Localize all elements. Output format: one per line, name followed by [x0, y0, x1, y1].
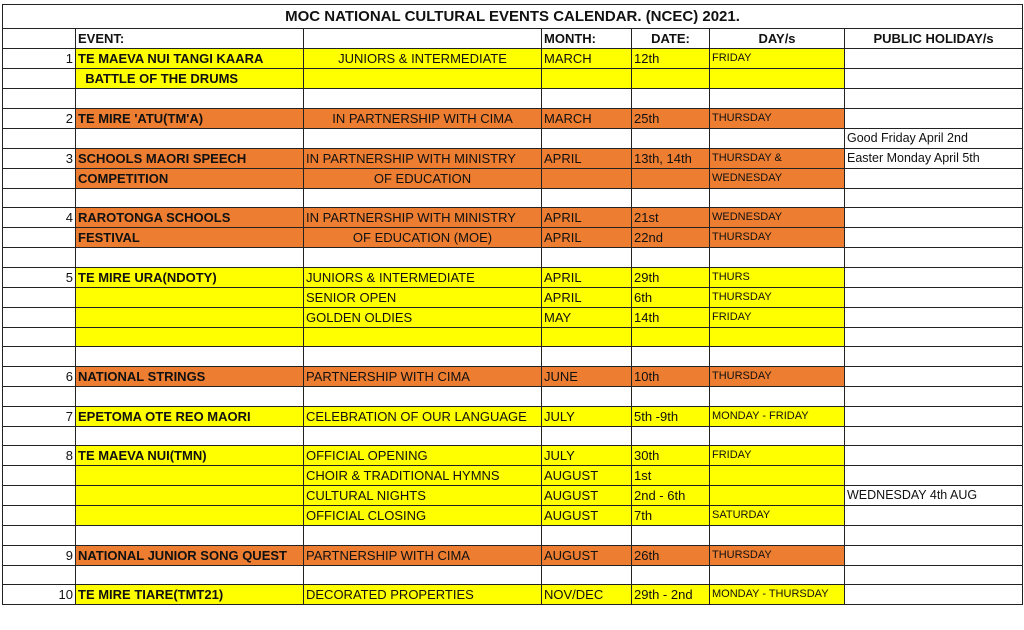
header-event: EVENT:: [76, 29, 304, 49]
event-date: 25th: [632, 108, 710, 128]
event-description: GOLDEN OLDIES: [304, 307, 542, 327]
public-holiday: [845, 565, 1023, 585]
event-name: BATTLE OF THE DRUMS: [76, 69, 304, 89]
event-description: [304, 69, 542, 89]
event-name: [76, 89, 304, 109]
public-holiday: [845, 89, 1023, 109]
event-day: WEDNESDAY: [710, 208, 845, 228]
public-holiday: [845, 307, 1023, 327]
table-row: [3, 446, 1023, 466]
table-row: [3, 486, 1023, 506]
event-name: RAROTONGA SCHOOLS: [76, 208, 304, 228]
event-date: 2nd - 6th: [632, 486, 710, 506]
event-name: SCHOOLS MAORI SPEECH: [76, 148, 304, 168]
event-day: [710, 386, 845, 406]
public-holiday: [845, 327, 1023, 347]
event-day: [710, 486, 845, 506]
event-description: [304, 565, 542, 585]
public-holiday: [845, 228, 1023, 248]
header-date: DATE:: [632, 29, 710, 49]
table-row: [3, 69, 1023, 89]
event-number: [3, 426, 76, 446]
event-day: FRIDAY: [710, 307, 845, 327]
event-date: [632, 565, 710, 585]
event-name: [76, 347, 304, 367]
table-row: [3, 267, 1023, 287]
event-month: [542, 565, 632, 585]
table-row: [3, 188, 1023, 208]
public-holiday: [845, 545, 1023, 565]
table-row: [3, 228, 1023, 248]
event-day: [710, 69, 845, 89]
event-description: OFFICIAL OPENING: [304, 446, 542, 466]
event-month: MARCH: [542, 49, 632, 69]
table-row: [3, 366, 1023, 386]
event-month: JUNE: [542, 366, 632, 386]
public-holiday: [845, 208, 1023, 228]
event-description: IN PARTNERSHIP WITH MINISTRY: [304, 208, 542, 228]
public-holiday: [845, 446, 1023, 466]
event-day: [710, 526, 845, 546]
event-description: CELEBRATION OF OUR LANGUAGE: [304, 406, 542, 426]
event-description: OFFICIAL CLOSING: [304, 506, 542, 526]
event-name: EPETOMA OTE REO MAORI: [76, 406, 304, 426]
event-month: [542, 347, 632, 367]
event-description: DECORATED PROPERTIES: [304, 585, 542, 605]
table-row: [3, 347, 1023, 367]
event-month: NOV/DEC: [542, 585, 632, 605]
event-month: [542, 128, 632, 148]
event-day: [710, 89, 845, 109]
event-number: [3, 506, 76, 526]
event-number: [3, 168, 76, 188]
event-date: [632, 128, 710, 148]
event-month: [542, 89, 632, 109]
event-day: MONDAY - THURSDAY: [710, 585, 845, 605]
event-month: APRIL: [542, 148, 632, 168]
header-month: MONTH:: [542, 29, 632, 49]
event-day: [710, 565, 845, 585]
public-holiday: Easter Monday April 5th: [845, 148, 1023, 168]
public-holiday: [845, 347, 1023, 367]
public-holiday: [845, 168, 1023, 188]
event-name: [76, 386, 304, 406]
event-date: 22nd: [632, 228, 710, 248]
event-month: MARCH: [542, 108, 632, 128]
event-month: APRIL: [542, 267, 632, 287]
event-day: [710, 347, 845, 367]
event-day: [710, 248, 845, 268]
table-row: [3, 287, 1023, 307]
event-number: [3, 486, 76, 506]
event-name: [76, 327, 304, 347]
public-holiday: [845, 366, 1023, 386]
event-number: [3, 565, 76, 585]
event-month: MAY: [542, 307, 632, 327]
event-name: NATIONAL STRINGS: [76, 366, 304, 386]
event-month: [542, 386, 632, 406]
event-description: CHOIR & TRADITIONAL HYMNS: [304, 466, 542, 486]
event-date: 7th: [632, 506, 710, 526]
event-date: 14th: [632, 307, 710, 327]
public-holiday: [845, 585, 1023, 605]
public-holiday: [845, 506, 1023, 526]
event-description: [304, 426, 542, 446]
event-day: FRIDAY: [710, 446, 845, 466]
event-name: TE MAEVA NUI TANGI KAARA: [76, 49, 304, 69]
event-month: JULY: [542, 446, 632, 466]
event-date: [632, 168, 710, 188]
event-description: [304, 128, 542, 148]
event-date: [632, 327, 710, 347]
public-holiday: [845, 386, 1023, 406]
event-description: PARTNERSHIP WITH CIMA: [304, 366, 542, 386]
table-row: [3, 248, 1023, 268]
event-month: APRIL: [542, 287, 632, 307]
event-day: SATURDAY: [710, 506, 845, 526]
event-number: 2: [3, 108, 76, 128]
event-month: AUGUST: [542, 506, 632, 526]
event-date: 10th: [632, 366, 710, 386]
event-name: [76, 188, 304, 208]
event-month: [542, 168, 632, 188]
event-day: THURSDAY: [710, 545, 845, 565]
table-row: [3, 208, 1023, 228]
public-holiday: [845, 69, 1023, 89]
event-number: [3, 347, 76, 367]
event-date: 21st: [632, 208, 710, 228]
header-row: [3, 29, 1023, 49]
event-description: OF EDUCATION: [304, 168, 542, 188]
event-name: [76, 526, 304, 546]
public-holiday: Good Friday April 2nd: [845, 128, 1023, 148]
event-date: [632, 248, 710, 268]
event-day: [710, 128, 845, 148]
event-description: SENIOR OPEN: [304, 287, 542, 307]
header-desc-cell: [304, 29, 542, 49]
table-row: [3, 128, 1023, 148]
event-date: 29th: [632, 267, 710, 287]
event-description: JUNIORS & INTERMEDIATE: [304, 49, 542, 69]
events-calendar-sheet: [2, 4, 1022, 605]
table-row: [3, 585, 1023, 605]
event-month: [542, 69, 632, 89]
event-month: [542, 426, 632, 446]
event-description: [304, 188, 542, 208]
event-month: AUGUST: [542, 545, 632, 565]
table-row: [3, 49, 1023, 69]
event-number: [3, 466, 76, 486]
event-number: 5: [3, 267, 76, 287]
event-month: [542, 327, 632, 347]
event-name: [76, 287, 304, 307]
event-month: [542, 188, 632, 208]
event-name: TE MAEVA NUI(TMN): [76, 446, 304, 466]
event-number: [3, 89, 76, 109]
table-row: [3, 168, 1023, 188]
event-month: JULY: [542, 406, 632, 426]
event-name: [76, 565, 304, 585]
event-month: AUGUST: [542, 466, 632, 486]
event-month: APRIL: [542, 208, 632, 228]
event-name: [76, 506, 304, 526]
table-row: [3, 526, 1023, 546]
public-holiday: [845, 466, 1023, 486]
event-date: 6th: [632, 287, 710, 307]
event-month: APRIL: [542, 228, 632, 248]
event-date: [632, 69, 710, 89]
table-row: [3, 406, 1023, 426]
event-date: [632, 89, 710, 109]
header-day: DAY/s: [710, 29, 845, 49]
event-day: WEDNESDAY: [710, 168, 845, 188]
event-day: [710, 188, 845, 208]
event-date: 12th: [632, 49, 710, 69]
event-number: [3, 287, 76, 307]
event-number: [3, 526, 76, 546]
public-holiday: WEDNESDAY 4th AUG: [845, 486, 1023, 506]
event-number: [3, 188, 76, 208]
event-number: 9: [3, 545, 76, 565]
event-name: COMPETITION: [76, 168, 304, 188]
event-number: 3: [3, 148, 76, 168]
event-date: 29th - 2nd: [632, 585, 710, 605]
public-holiday: [845, 188, 1023, 208]
event-name: TE MIRE 'ATU(TM'A): [76, 108, 304, 128]
event-name: [76, 128, 304, 148]
event-name: [76, 466, 304, 486]
event-description: OF EDUCATION (MOE): [304, 228, 542, 248]
event-date: [632, 386, 710, 406]
event-name: [76, 248, 304, 268]
events-table: [2, 4, 1023, 605]
event-description: [304, 248, 542, 268]
header-num-cell: [3, 29, 76, 49]
event-day: THURS: [710, 267, 845, 287]
event-month: AUGUST: [542, 486, 632, 506]
event-description: CULTURAL NIGHTS: [304, 486, 542, 506]
event-day: [710, 426, 845, 446]
public-holiday: [845, 248, 1023, 268]
event-date: 26th: [632, 545, 710, 565]
event-day: THURSDAY: [710, 366, 845, 386]
event-day: FRIDAY: [710, 49, 845, 69]
public-holiday: [845, 287, 1023, 307]
event-description: [304, 386, 542, 406]
event-description: [304, 526, 542, 546]
event-number: 7: [3, 406, 76, 426]
table-row: [3, 545, 1023, 565]
public-holiday: [845, 267, 1023, 287]
event-number: [3, 128, 76, 148]
table-row: [3, 565, 1023, 585]
event-number: [3, 386, 76, 406]
event-description: [304, 347, 542, 367]
table-row: [3, 148, 1023, 168]
event-day: THURSDAY: [710, 287, 845, 307]
event-date: 1st: [632, 466, 710, 486]
event-number: [3, 69, 76, 89]
event-day: [710, 327, 845, 347]
public-holiday: [845, 108, 1023, 128]
event-number: [3, 307, 76, 327]
event-date: [632, 347, 710, 367]
title-row: [3, 5, 1023, 29]
event-number: 10: [3, 585, 76, 605]
event-month: [542, 526, 632, 546]
event-description: IN PARTNERSHIP WITH CIMA: [304, 108, 542, 128]
event-number: [3, 248, 76, 268]
event-name: [76, 307, 304, 327]
table-row: [3, 466, 1023, 486]
event-month: [542, 248, 632, 268]
event-day: [710, 466, 845, 486]
event-date: 30th: [632, 446, 710, 466]
event-name: TE MIRE TIARE(TMT21): [76, 585, 304, 605]
event-description: [304, 327, 542, 347]
table-row: [3, 108, 1023, 128]
event-day: THURSDAY &: [710, 148, 845, 168]
event-name: [76, 486, 304, 506]
event-date: [632, 526, 710, 546]
event-date: 13th, 14th: [632, 148, 710, 168]
public-holiday: [845, 426, 1023, 446]
event-description: JUNIORS & INTERMEDIATE: [304, 267, 542, 287]
event-number: 4: [3, 208, 76, 228]
public-holiday: [845, 49, 1023, 69]
event-day: MONDAY - FRIDAY: [710, 406, 845, 426]
event-number: 6: [3, 366, 76, 386]
public-holiday: [845, 406, 1023, 426]
event-date: [632, 188, 710, 208]
event-name: TE MIRE URA(NDOTY): [76, 267, 304, 287]
table-row: [3, 426, 1023, 446]
header-holiday: PUBLIC HOLIDAY/s: [845, 29, 1023, 49]
table-row: [3, 506, 1023, 526]
event-number: 8: [3, 446, 76, 466]
event-name: FESTIVAL: [76, 228, 304, 248]
table-row: [3, 89, 1023, 109]
event-date: 5th -9th: [632, 406, 710, 426]
table-row: [3, 327, 1023, 347]
event-number: [3, 228, 76, 248]
calendar-title: MOC NATIONAL CULTURAL EVENTS CALENDAR. (NCEC) 2021.: [3, 5, 1023, 29]
event-date: [632, 426, 710, 446]
event-number: 1: [3, 49, 76, 69]
event-day: THURSDAY: [710, 228, 845, 248]
events-body: [3, 49, 1023, 605]
event-name: NATIONAL JUNIOR SONG QUEST: [76, 545, 304, 565]
event-number: [3, 327, 76, 347]
event-description: [304, 89, 542, 109]
event-description: IN PARTNERSHIP WITH MINISTRY: [304, 148, 542, 168]
event-day: THURSDAY: [710, 108, 845, 128]
table-row: [3, 386, 1023, 406]
event-description: PARTNERSHIP WITH CIMA: [304, 545, 542, 565]
event-name: [76, 426, 304, 446]
public-holiday: [845, 526, 1023, 546]
table-row: [3, 307, 1023, 327]
